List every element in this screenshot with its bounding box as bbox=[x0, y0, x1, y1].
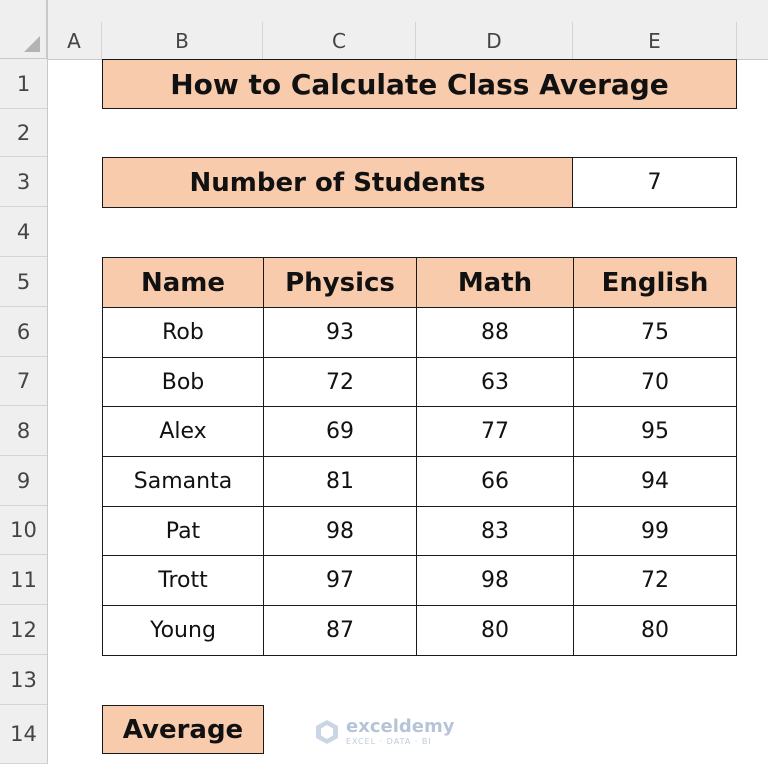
watermark-tagline: EXCEL · DATA · BI bbox=[346, 737, 432, 746]
table-cell[interactable]: 69 bbox=[263, 406, 417, 457]
row-header-6[interactable]: 6 bbox=[0, 307, 47, 357]
table-cell[interactable]: 93 bbox=[263, 307, 417, 358]
row-header-7[interactable]: 7 bbox=[0, 357, 47, 406]
table-cell[interactable]: Bob bbox=[102, 357, 264, 407]
average-label-cell[interactable]: Average bbox=[102, 705, 264, 754]
table-cell[interactable]: 83 bbox=[416, 506, 574, 556]
row-header-11[interactable]: 11 bbox=[0, 555, 47, 605]
watermark-name: exceldemy bbox=[346, 716, 455, 737]
row-header-3[interactable]: 3 bbox=[0, 157, 47, 207]
header-physics-cell[interactable]: Physics bbox=[263, 257, 417, 308]
row-header-9[interactable]: 9 bbox=[0, 456, 47, 506]
table-cell[interactable]: 95 bbox=[573, 406, 737, 457]
exceldemy-watermark bbox=[314, 718, 454, 746]
row-header-4[interactable]: 4 bbox=[0, 207, 47, 257]
table-cell[interactable]: 98 bbox=[416, 555, 574, 606]
table-cell[interactable]: 63 bbox=[416, 357, 574, 407]
table-cell[interactable]: Young bbox=[102, 605, 264, 656]
table-cell[interactable]: 94 bbox=[573, 456, 737, 507]
row-header-14[interactable]: 14 bbox=[0, 705, 47, 764]
header-name-cell[interactable]: Name bbox=[102, 257, 264, 308]
row-header-1[interactable]: 1 bbox=[0, 59, 47, 109]
row-header-8[interactable]: 8 bbox=[0, 406, 47, 456]
table-cell[interactable]: Trott bbox=[102, 555, 264, 606]
table-cell[interactable]: 72 bbox=[573, 555, 737, 606]
select-all-icon bbox=[24, 36, 40, 52]
table-cell[interactable]: 97 bbox=[263, 555, 417, 606]
row-header-2[interactable]: 2 bbox=[0, 109, 47, 157]
table-cell[interactable]: 80 bbox=[573, 605, 737, 656]
column-header-c[interactable]: C bbox=[263, 22, 416, 59]
table-cell[interactable]: 66 bbox=[416, 456, 574, 507]
table-cell[interactable]: Samanta bbox=[102, 456, 264, 507]
row-header-13[interactable]: 13 bbox=[0, 655, 47, 705]
students-label-cell[interactable]: Number of Students bbox=[102, 157, 573, 208]
header-math-cell[interactable]: Math bbox=[416, 257, 574, 308]
header-english-cell[interactable]: English bbox=[573, 257, 737, 308]
table-cell[interactable]: 99 bbox=[573, 506, 737, 556]
table-cell[interactable]: 80 bbox=[416, 605, 574, 656]
table-cell[interactable]: 88 bbox=[416, 307, 574, 358]
column-header-d[interactable]: D bbox=[416, 22, 573, 59]
column-header-a[interactable]: A bbox=[47, 22, 102, 59]
students-value-cell[interactable]: 7 bbox=[572, 157, 737, 208]
table-cell[interactable]: Rob bbox=[102, 307, 264, 358]
column-header-e[interactable]: E bbox=[573, 22, 737, 59]
row-header-5[interactable]: 5 bbox=[0, 257, 47, 307]
table-cell[interactable]: 81 bbox=[263, 456, 417, 507]
exceldemy-logo-icon bbox=[314, 719, 340, 745]
row-header-10[interactable]: 10 bbox=[0, 506, 47, 555]
table-cell[interactable]: Alex bbox=[102, 406, 264, 457]
table-cell[interactable]: Pat bbox=[102, 506, 264, 556]
table-cell[interactable]: 87 bbox=[263, 605, 417, 656]
table-cell[interactable]: 72 bbox=[263, 357, 417, 407]
table-cell[interactable]: 98 bbox=[263, 506, 417, 556]
column-header-b[interactable]: B bbox=[102, 22, 263, 59]
title-cell[interactable]: How to Calculate Class Average bbox=[102, 59, 737, 109]
select-all-button[interactable] bbox=[0, 0, 47, 59]
table-cell[interactable]: 77 bbox=[416, 406, 574, 457]
table-cell[interactable]: 70 bbox=[573, 357, 737, 407]
row-header-12[interactable]: 12 bbox=[0, 605, 47, 655]
table-cell[interactable]: 75 bbox=[573, 307, 737, 358]
